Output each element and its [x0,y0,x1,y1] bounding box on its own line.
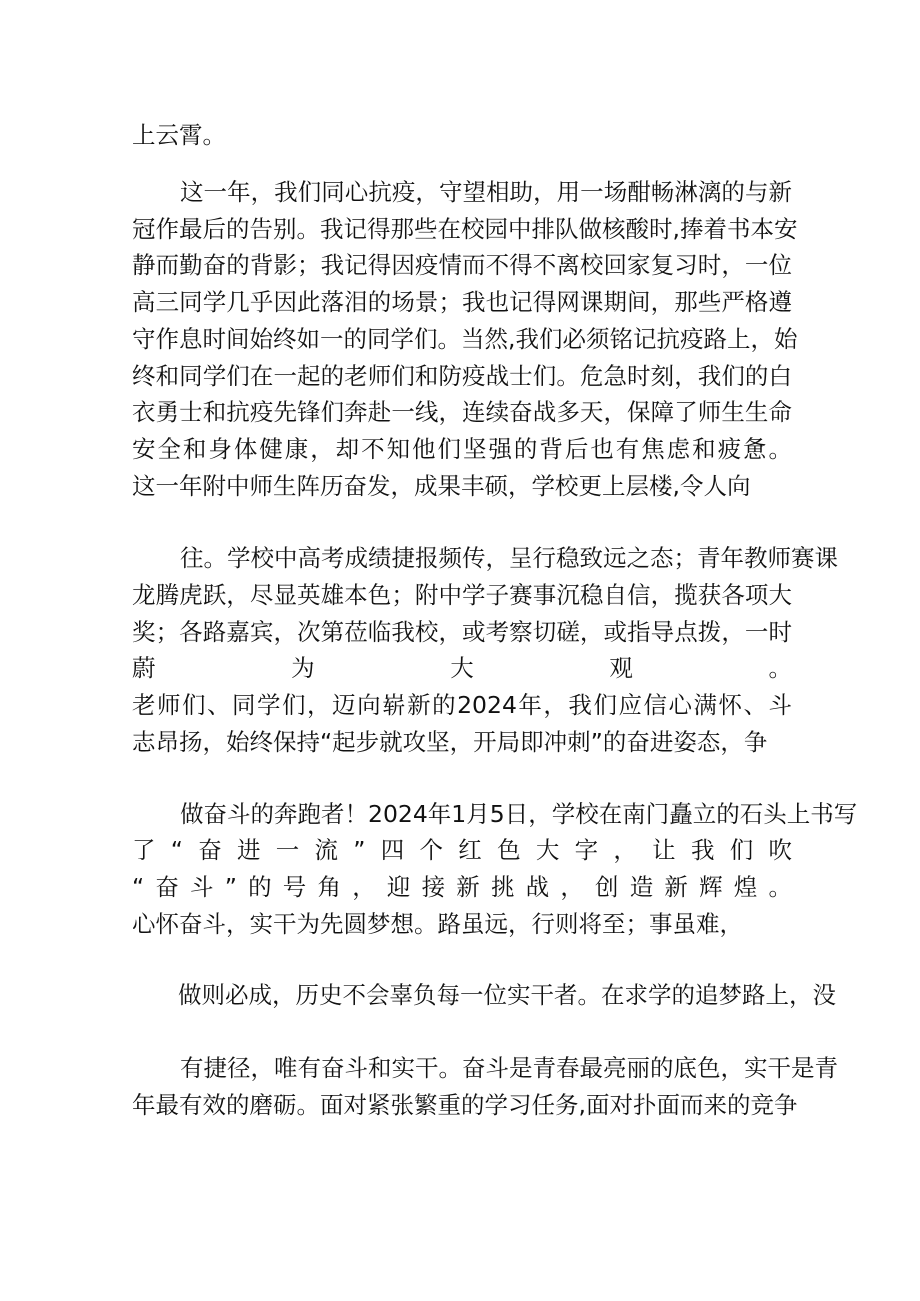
text-line [132,1158,792,1198]
text-line: 蔚为大观。 [132,654,792,682]
text-line: 奖；各路嘉宾，次第莅临我校，或考察切磋，或指导点拨，一时 [132,618,792,646]
paragraph-first-line: 做奋斗的奔跑者！2024年1月5日，学校在南门矗立的石头上书写 [180,800,858,828]
text-line: 这一年附中师生阵历奋发，成果丰硕，学校更上层楼,令人向 [132,472,751,500]
text-line: 衣勇士和抗疫先锋们奔赴一线，连续奋战多天，保障了师生生命 [132,398,792,426]
text-line: 高三同学几乎因此落泪的场景；我也记得网课期间，那些严格遵 [132,288,792,316]
text-line: 冠作最后的告别。我记得那些在校园中排队做核酸时,捧着书本安 [132,215,798,243]
text-line: 年最有效的磨砺。面对紧张繁重的学习任务,面对扑面而来的竞争 [132,1091,798,1119]
text-line: “奋斗”的号角，迎接新挑战，创造新辉煌。 [132,873,792,901]
text-line: 安全和身体健康，却不知他们坚强的背后也有焦虑和疲惫。 [132,435,792,463]
text-line [132,1122,792,1162]
text-line: 心怀奋斗，实干为先圆梦想。路虽远，行则将至；事虽难， [132,910,743,938]
text-line: 守作息时间始终如一的同学们。当然,我们必须铭记抗疫路上，始 [132,325,798,353]
text-line: 做则必成，历史不会辜负每一位实干者。在求学的追梦路上，没 [178,981,836,1009]
text-line: 上云霄。 [132,121,226,149]
text-line: 老师们、同学们，迈向崭新的2024年，我们应信心满怀、斗 [132,691,792,719]
text-line: 终和同学们在一起的老师们和防疫战士们。危急时刻，我们的白 [132,362,792,390]
paragraph-first-line: 往。学校中高考成绩捷报频传，呈行稳致远之态；青年教师赛课 [180,544,838,572]
paragraph-first-line: 这一年，我们同心抗疫，守望相助，用一场酣畅淋漓的与新 [180,178,792,206]
text-line: 龙腾虎跃，尽显英雄本色；附中学子赛事沉稳自信，揽获各项大 [132,581,792,609]
text-line: 志昂扬，始终保持“起步就攻坚，开局即冲刺”的奋进姿态，争 [132,728,768,756]
text-line: 了“奋进一流”四个红色大字，让我们吹 [132,836,792,864]
paragraph-first-line: 有捷径，唯有奋斗和实干。奋斗是青春最亮丽的底色，实干是青 [180,1054,838,1082]
text-line: 静而勤奋的背影；我记得因疫情而不得不离校回家复习时，一位 [132,251,792,279]
